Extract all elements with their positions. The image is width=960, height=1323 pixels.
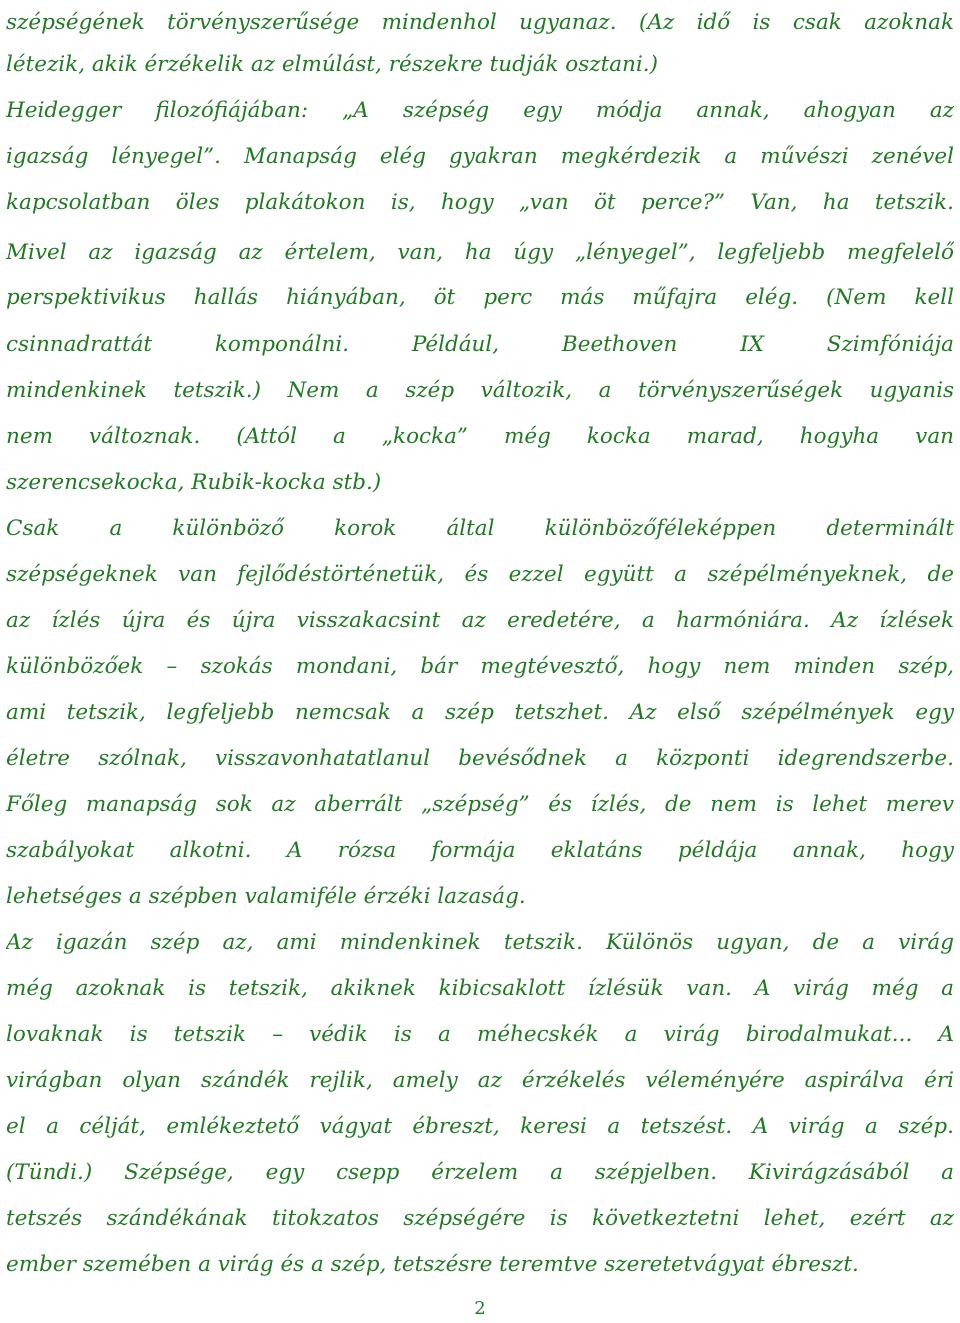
text-line: (Tündi.) Szépsége, egy csepp érzelem a szépjelben. Kivirágzásából a	[6, 1160, 954, 1185]
text-line: Csak a különböző korok által különbözőféleképpen determinált	[6, 516, 954, 541]
text-line: életre szólnak, visszavonhatatlanul bevésődnek a központi idegrendszerbe.	[6, 746, 954, 771]
text-line: lehetséges a szépben valamiféle érzéki lazaság.	[6, 884, 526, 909]
text-line: igazság lényegel”. Manapság elég gyakran megkérdezik a művészi zenével	[6, 144, 954, 169]
text-line: ember szemében a virág és a szép, tetszésre teremtve szeretetvágyat ébreszt.	[6, 1252, 859, 1277]
text-line: nem változnak. (Attól a „kocka” még kocka marad, hogyha van	[6, 424, 954, 449]
text-line: perspektivikus hallás hiányában, öt perc más műfajra elég. (Nem kell	[6, 285, 954, 310]
text-line: lovaknak is tetszik – védik is a méhecskék a virág birodalmukat... A	[6, 1022, 954, 1047]
text-line: csinnadrattát komponálni. Például, Beethoven IX Szimfóniája	[6, 332, 954, 357]
text-line: különbözőek – szokás mondani, bár megtévesztő, hogy nem minden szép,	[6, 654, 954, 679]
text-line: virágban olyan szándék rejlik, amely az érzékelés véleményére aspirálva éri	[6, 1068, 954, 1093]
page-number: 2	[474, 1298, 486, 1319]
text-line: létezik, akik érzékelik az elmúlást, részekre tudják osztani.)	[6, 52, 658, 77]
text-line: szépségének törvényszerűsége mindenhol ugyanaz. (Az idő is csak azoknak	[6, 10, 954, 35]
text-line: szerencsekocka, Rubik-kocka stb.)	[6, 470, 382, 495]
text-line: kapcsolatban öles plakátokon is, hogy „van öt perce?” Van, ha tetszik.	[6, 190, 954, 215]
text-line: Az igazán szép az, ami mindenkinek tetszik. Különös ugyan, de a virág	[6, 930, 954, 955]
text-line: szabályokat alkotni. A rózsa formája eklatáns példája annak, hogy	[6, 838, 954, 863]
text-line: el a célját, emlékeztető vágyat ébreszt, keresi a tetszést. A virág a szép.	[6, 1114, 954, 1139]
text-line: szépségeknek van fejlődéstörténetük, és ezzel együtt a szépélményeknek, de	[6, 562, 954, 587]
text-line: mindenkinek tetszik.) Nem a szép változik, a törvényszerűségek ugyanis	[6, 378, 954, 403]
text-line: ami tetszik, legfeljebb nemcsak a szép tetszhet. Az első szépélmények egy	[6, 700, 954, 725]
text-line: az ízlés újra és újra visszakacsint az eredetére, a harmóniára. Az ízlések	[6, 608, 954, 633]
text-line: Heidegger filozófiájában: „A szépség egy módja annak, ahogyan az	[6, 98, 954, 123]
text-line: tetszés szándékának titokzatos szépségére is következtetni lehet, ezért az	[6, 1206, 954, 1231]
text-line: Mivel az igazság az értelem, van, ha úgy „lényegel”, legfeljebb megfelelő	[6, 240, 954, 265]
text-line: Főleg manapság sok az aberrált „szépség” és ízlés, de nem is lehet merev	[6, 792, 954, 817]
text-line: még azoknak is tetszik, akiknek kibicsaklott ízlésük van. A virág még a	[6, 976, 954, 1001]
